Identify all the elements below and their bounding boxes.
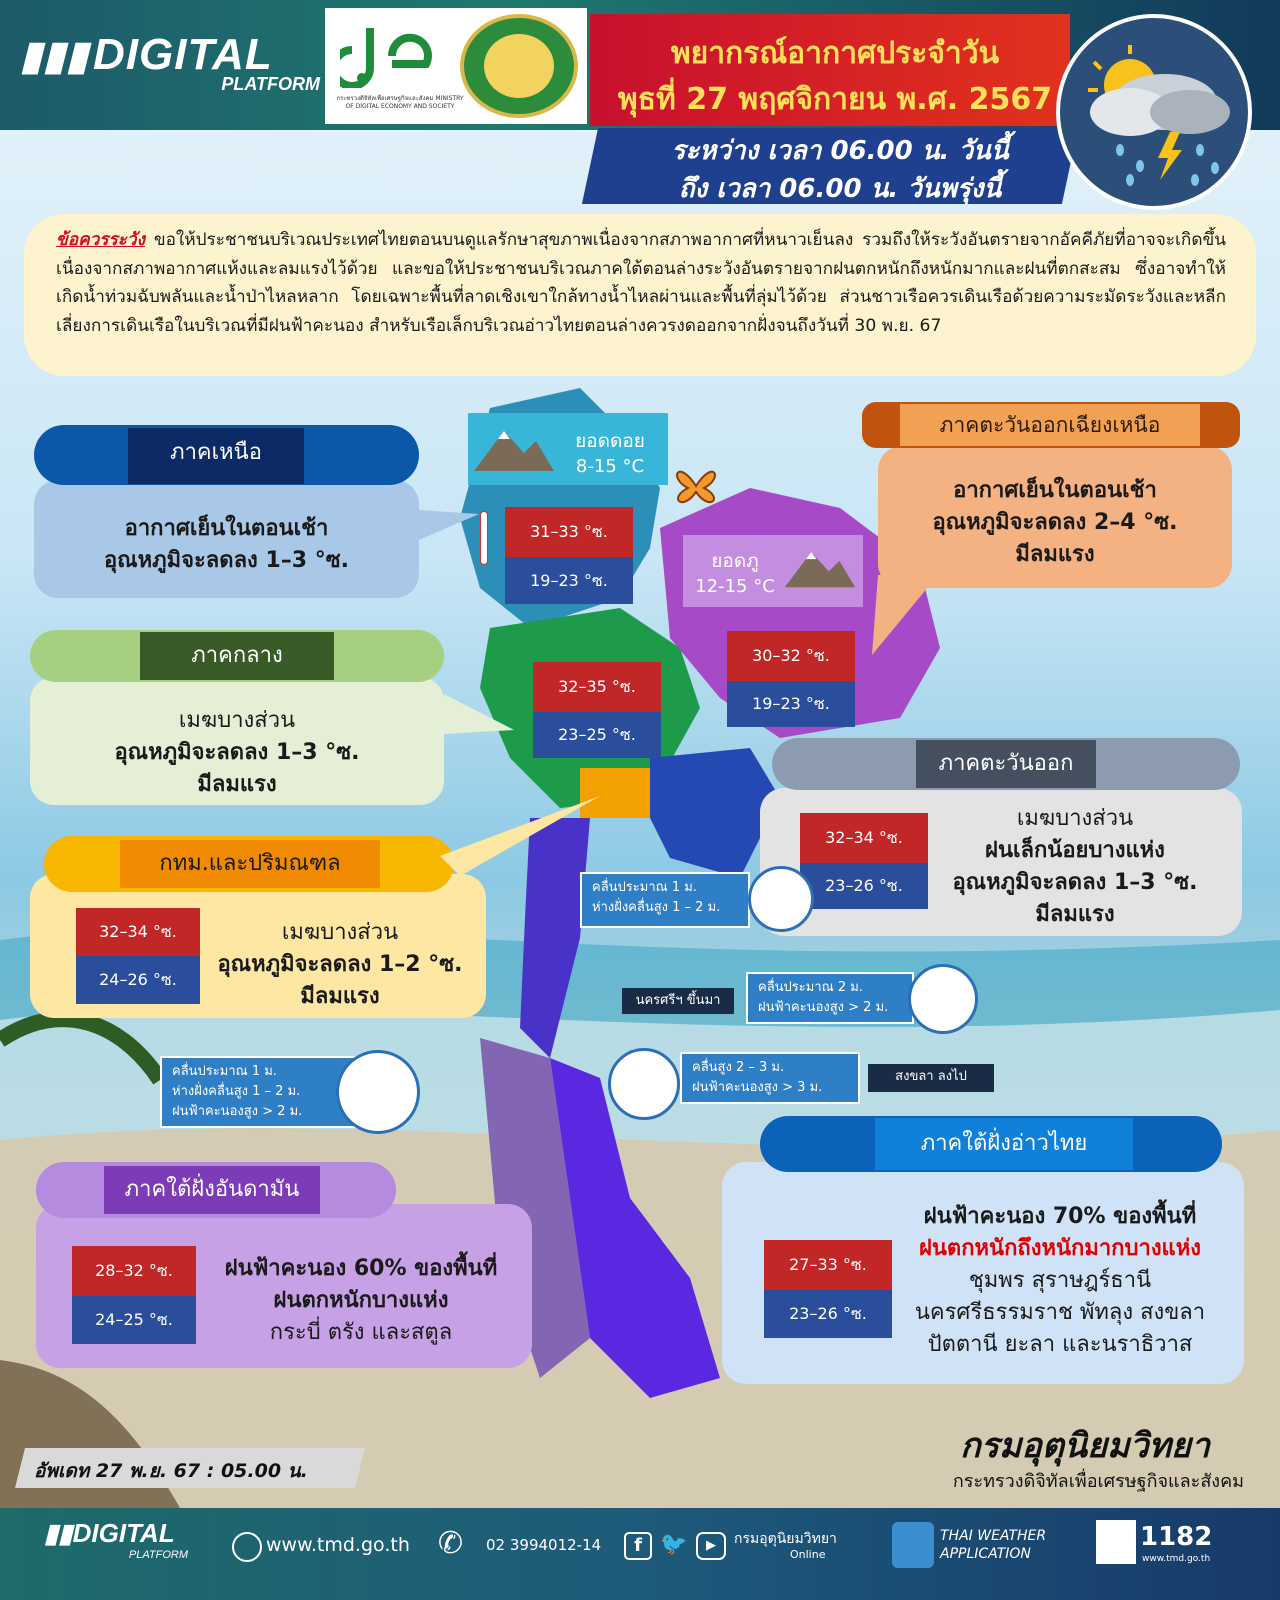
east-line4: มีลมแรง [1035,902,1115,927]
bangkok-temp-low: 24–26 °ซ. [76,956,200,1004]
bangkok-line3: มีลมแรง [300,984,380,1009]
lower-gulf-chip: สงขลา ลงไป [868,1064,994,1092]
ship-icon [748,866,814,932]
youtube-icon[interactable]: ▶ [696,1532,726,1560]
bangkok-temp-high: 32–34 °ซ. [76,908,200,956]
mountain-icon-2 [782,545,858,589]
agency-name: กรมอุตุนิยมวิทยา [960,1426,1210,1466]
doi-temp: 8-15 °C [575,456,645,477]
wave-upper-gulf [580,872,750,928]
warning-text [56,226,1226,340]
south-east-line1: ฝนฟ้าคะนอง 70% ของพื้นที่ [923,1204,1197,1229]
north-line1: อากาศเย็นในตอนเช้า [124,516,329,541]
mountain-icon [474,423,554,473]
south-east-line2: ฝนตกหนักถึงหนักมากบางแห่ง [919,1236,1201,1261]
wave-lower-gulf-line1: คลื่นสูง 2 – 3 ม. [692,1060,785,1075]
period-end: ถึง เวลา 06.00 น. วันพรุ่งนี้ [678,174,1002,204]
footer-phone[interactable]: 02 3994012-14 [486,1536,602,1554]
forecast-date: พุธที่ 27 พฤศจิกายน พ.ศ. 2567 [617,82,1053,117]
deps-ministry-logo [340,18,450,88]
south-west-line1: ฝนฟ้าคะนอง 60% ของพื้นที่ [224,1256,498,1281]
bangkok-callout-pointer [440,796,600,876]
wave-lower-gulf-line2: ฝนฟ้าคะนองสูง > 3 ม. [692,1080,823,1095]
central-callout-pointer [444,690,514,740]
page-title: พยากรณ์อากาศประจำวัน [670,36,1000,71]
east-temp-high: 32–34 °ซ. [800,813,928,863]
wave-mid-gulf-line1: คลื่นประมาณ 2 ม. [758,980,863,995]
northeast-temp-low: 19–23 °ซ. [727,681,855,727]
east-line2: ฝนเล็กน้อยบางแห่ง [985,838,1165,863]
app-name-line2: APPLICATION [940,1546,1031,1562]
tmd-seal-emblem [484,34,554,98]
central-temp-low: 23–25 °ซ. [533,712,661,758]
north-title: ภาคเหนือ [128,428,304,484]
wave-mid-gulf [746,972,914,1024]
south-west-line3: กระบี่ ตรัง และสตูล [269,1320,453,1345]
wave-andaman-line3: ฝนฟ้าคะนองสูง > 2 ม. [172,1104,303,1119]
south-west-title: ภาคใต้ฝั่งอันดามัน [104,1166,320,1214]
period-start: ระหว่าง เวลา 06.00 น. วันนี้ [671,136,1009,166]
east-line1: เมฆบางส่วน [1016,806,1134,831]
warning-label: ข้อควรระวัง [56,230,145,250]
northeast-line2: อุณหภูมิจะลดลง 2–4 °ซ. [932,510,1178,535]
phu-temp: 12-15 °C [695,576,775,597]
northeast-title: ภาคตะวันออกเฉียงเหนือ [900,404,1200,446]
south-west-temp-low: 24–25 °ซ. [72,1296,196,1344]
south-east-temp-high: 27–33 °ซ. [764,1240,892,1290]
bangkok-line1: เมฆบางส่วน [281,920,399,945]
footer-social-name: กรมอุตุนิยมวิทยา [734,1531,837,1547]
south-east-line4: นครศรีธรรมราช พัทลุง สงขลา [914,1300,1206,1325]
update-time: อัพเดท 27 พ.ย. 67 : 05.00 น. [34,1460,308,1482]
north-line2: อุณหภูมิจะลดลง 1–3 °ซ. [103,548,350,573]
central-title: ภาคกลาง [140,632,334,680]
south-west-line2: ฝนตกหนักบางแห่ง [273,1288,449,1313]
ship-icon [336,1050,420,1134]
twitter-icon[interactable]: 🐦 [660,1532,688,1557]
facebook-icon[interactable]: f [624,1532,652,1560]
wave-upper-gulf-line1: คลื่นประมาณ 1 ม. [592,880,697,895]
south-east-temp-low: 23–26 °ซ. [764,1290,892,1338]
south-east-line5: ปัตตานี ยะลา และนราธิวาส [927,1332,1193,1357]
northeast-line1: อากาศเย็นในตอนเช้า [953,478,1157,503]
bangkok-line2: อุณหภูมิจะลดลง 1–2 °ซ. [217,952,463,977]
wave-lower-gulf [680,1052,860,1104]
wave-andaman [160,1056,360,1128]
north-temp-high: 31–33 °ซ. [505,507,633,557]
qr-code[interactable] [1096,1520,1136,1564]
footer-website[interactable]: www.tmd.go.th [266,1534,410,1556]
footer-digital-platform-logo: ▮▮DIGITAL PLATFORM [44,1518,188,1561]
central-line2: อุณหภูมิจะลดลง 1–3 °ซ. [114,740,360,765]
agency-ministry: กระทรวงดิจิทัลเพื่อเศรษฐกิจและสังคม [952,1471,1244,1492]
south-east-line3: ชุมพร สุราษฎร์ธานี [968,1268,1152,1293]
northeast-line3: มีลมแรง [1015,542,1095,567]
east-temp-low: 23–26 °ซ. [800,863,928,909]
wave-upper-gulf-line2: ห่างฝั่งคลื่นสูง 1 – 2 ม. [592,900,721,915]
wave-andaman-line1: คลื่นประมาณ 1 ม. [172,1064,277,1079]
east-line3: อุณหภูมิจะลดลง 1–3 °ซ. [952,870,1198,895]
sun-cloud-storm-icon [1070,40,1240,190]
bangkok-title: กทม.และปริมณฑล [120,840,380,888]
wave-andaman-line2: ห่างฝั่งคลื่นสูง 1 – 2 ม. [172,1084,301,1099]
south-west-temp-high: 28–32 °ซ. [72,1246,196,1296]
app-name-line1: THAI WEATHER [940,1528,1047,1544]
digital-platform-logo: ▮▮▮DIGITAL PLATFORM [20,30,320,94]
central-temp-high: 32–35 °ซ. [533,662,661,712]
south-east-title: ภาคใต้ฝั่งอ่าวไทย [875,1118,1133,1170]
phone-icon: ✆ [438,1526,464,1561]
thai-weather-app-icon[interactable] [892,1522,934,1568]
ship-icon [608,1048,680,1120]
butterfly-icon [668,458,724,514]
northeast-callout-pointer [868,575,938,655]
northeast-temp-high: 30–32 °ซ. [727,631,855,681]
north-temp-low: 19–23 °ซ. [505,557,633,604]
hotline-number[interactable]: 1182 [1140,1522,1213,1552]
central-line3: มีลมแรง [197,772,277,797]
thermometer-icon [470,505,504,585]
ministry-small-text: กระทรวงดิจิทัลเพื่อเศรษฐกิจและสังคม MINISTRY OF DIGITAL ECONOMY AND SOCIETY [336,95,464,110]
doi-label: ยอดดอย [575,430,645,452]
ship-icon [908,964,978,1034]
hotline-sub: www.tmd.go.th [1142,1554,1211,1564]
footer-social-sub: Online [790,1548,826,1561]
mid-gulf-chip: นครศรีฯ ขึ้นมา [622,988,734,1014]
phu-label: ยอดภู [711,550,759,572]
warning-body: ขอให้ประชาชนบริเวณประเทศไทยตอนบนดูแลรักษาสุขภาพเนื่องจากสภาพอากาศที่หนาวเย็นลง รวมถึงให้ระวังอันตรายจากอัคคีภัยที่อาจจะเกิดขึ้นเนื่องจากสภาพอากาศแห้งและลมแรงไว้ด้วย และขอให้ประชาชนบริเวณภาคใต้ตอนล่างระวังอันตรายจากฝนตกหนักถึงหนักมากและฝนที่ตกสะสม ซึ่งอาจทำให้เกิดน้ำท่วมฉับพลันและน้ำป่าไหลหลาก โดยเฉพาะพื้นที่ลาดเชิงเขาใกล้ทางน้ำไหลผ่านและพื้นที่ลุ่มไว้ด้วย ส่วนชาวเรือควรเดินเรือด้วยความระมัดระวังและหลีกเลี่ยงการเดินเรือในบริเวณที่มีฝนฟ้าคะนอง สำหรับเรือเล็กบริเวณอ่าวไทยตอนล่างควรงดออกจากฝั่งจนถึงวันที่ 30 พ.ย. 67 [56,230,1226,336]
globe-icon [232,1532,262,1562]
central-line1: เมฆบางส่วน [178,708,296,733]
wave-mid-gulf-line2: ฝนฟ้าคะนองสูง > 2 ม. [758,1000,889,1015]
east-title: ภาคตะวันออก [916,740,1096,788]
